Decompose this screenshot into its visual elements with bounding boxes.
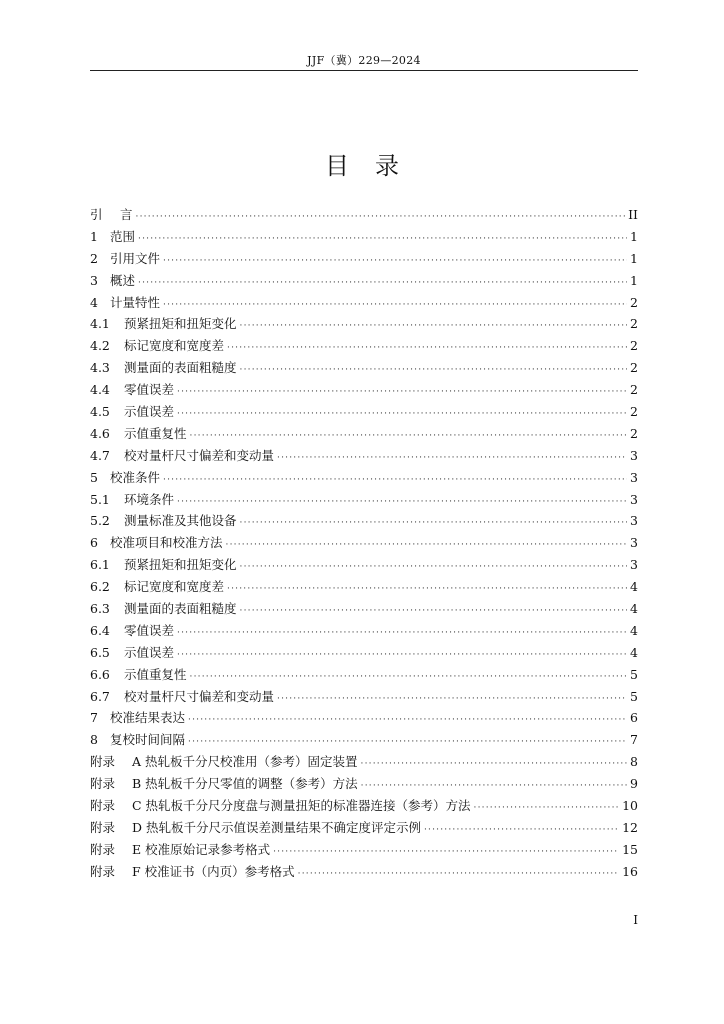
toc-dot-leader — [163, 256, 627, 266]
toc-entry-label: 校准条件 — [110, 469, 161, 485]
toc-entry[interactable] — [90, 752, 638, 774]
toc-entry-page: 2 — [630, 382, 638, 398]
toc-entry-number: 附录 — [90, 754, 116, 770]
toc-entry-label: A 热轧板千分尺校准用（参考）固定装置 — [132, 754, 358, 770]
toc-entry-number: 4.7 — [90, 447, 110, 463]
toc-dot-leader — [227, 584, 627, 594]
toc-entry-page: 9 — [630, 776, 638, 792]
toc-entry[interactable] — [90, 577, 638, 599]
toc-dot-leader — [188, 737, 627, 747]
toc-dot-leader — [240, 562, 628, 572]
toc-entry-number: 4.6 — [90, 425, 110, 441]
toc-entry-page: 2 — [630, 294, 638, 310]
toc-entry[interactable] — [90, 533, 638, 555]
header-divider — [90, 70, 638, 71]
toc-entry-page: 8 — [630, 754, 638, 770]
toc-entry-page: 7 — [630, 732, 638, 748]
toc-entry[interactable] — [90, 314, 638, 336]
toc-dot-leader — [138, 234, 627, 244]
toc-entry-page: 4 — [630, 622, 638, 638]
toc-dot-leader — [136, 212, 626, 222]
toc-entry[interactable] — [90, 511, 638, 533]
toc-entry-number: 引 — [90, 207, 103, 222]
toc-entry[interactable] — [90, 708, 638, 730]
toc-entry-label: 计量特性 — [110, 294, 161, 310]
toc-entry-label: 示值误差 — [124, 644, 175, 660]
toc-entry-label: 复校时间间隔 — [110, 732, 186, 748]
toc-entry-number: 6.4 — [90, 622, 110, 638]
toc-entry-number: 6 — [90, 535, 98, 551]
toc-entry[interactable] — [90, 774, 638, 796]
toc-entry-page: 4 — [630, 579, 638, 595]
toc-dot-leader — [190, 672, 628, 682]
toc-entry-page: 2 — [630, 404, 638, 420]
toc-entry[interactable] — [90, 336, 638, 358]
table-of-contents — [90, 205, 638, 884]
toc-entry[interactable] — [90, 555, 638, 577]
toc-entry-page: 4 — [630, 601, 638, 617]
toc-entry-page: 2 — [630, 360, 638, 376]
toc-entry[interactable] — [90, 446, 638, 468]
toc-entry-number: 4.1 — [90, 316, 110, 332]
toc-dot-leader — [227, 343, 627, 353]
toc-entry-page: 5 — [630, 688, 638, 704]
toc-dot-leader — [361, 759, 628, 769]
toc-entry-page: 3 — [630, 557, 638, 573]
toc-dot-leader — [177, 497, 627, 507]
toc-entry-number: 附录 — [90, 798, 116, 814]
toc-entry-number: 4 — [90, 294, 98, 310]
toc-entry-label: 测量面的表面粗糙度 — [124, 360, 237, 376]
toc-entry[interactable] — [90, 862, 638, 884]
toc-entry-label: 示值重复性 — [124, 666, 187, 682]
toc-entry-number: 4.3 — [90, 360, 110, 376]
toc-entry[interactable] — [90, 490, 638, 512]
toc-entry-number: 附录 — [90, 776, 116, 792]
toc-entry-page: 6 — [630, 710, 638, 726]
toc-entry-label: 概述 — [110, 272, 136, 288]
toc-entry-number: 6.3 — [90, 601, 110, 617]
toc-entry[interactable] — [90, 380, 638, 402]
toc-dot-leader — [177, 387, 627, 397]
toc-entry-page: 10 — [622, 798, 638, 814]
toc-entry-number: 5.2 — [90, 513, 110, 529]
toc-entry-number: 5.1 — [90, 491, 110, 507]
toc-dot-leader — [177, 628, 627, 638]
toc-entry-label: 示值重复性 — [124, 425, 187, 441]
toc-entry-number: 6.5 — [90, 644, 110, 660]
toc-entry[interactable] — [90, 621, 638, 643]
toc-entry[interactable] — [90, 468, 638, 490]
toc-entry-label: C 热轧板千分尺分度盘与测量扭矩的标准器连接（参考）方法 — [132, 798, 471, 814]
toc-entry-page: 16 — [622, 863, 638, 879]
toc-entry[interactable] — [90, 424, 638, 446]
toc-entry-page: 3 — [630, 491, 638, 507]
toc-entry-page: 4 — [630, 644, 638, 660]
toc-dot-leader — [240, 365, 628, 375]
toc-entry-number: 5 — [90, 469, 98, 485]
toc-dot-leader — [474, 803, 620, 813]
toc-entry-label: 标记宽度和宽度差 — [124, 338, 225, 354]
toc-entry[interactable] — [90, 227, 638, 249]
toc-entry-label: 引用文件 — [110, 250, 161, 266]
toc-entry-label: 校对量杆尺寸偏差和变动量 — [124, 447, 275, 463]
toc-entry-page: 3 — [630, 469, 638, 485]
toc-entry-label: 环境条件 — [124, 491, 175, 507]
toc-dot-leader — [298, 869, 619, 879]
toc-entry[interactable] — [90, 271, 638, 293]
toc-dot-leader — [190, 431, 628, 441]
toc-entry-number: 4.2 — [90, 338, 110, 354]
toc-entry-page: 12 — [622, 819, 638, 835]
document-header: JJF（冀）229—2024 — [307, 54, 421, 67]
toc-entry-number: 3 — [90, 272, 98, 288]
toc-entry-label: 言 — [120, 207, 133, 222]
toc-dot-leader — [163, 475, 627, 485]
toc-entry-page: 15 — [622, 841, 638, 857]
toc-entry-label: F 校准证书（内页）参考格式 — [132, 863, 295, 879]
toc-entry-number: 7 — [90, 710, 98, 726]
toc-dot-leader — [240, 518, 628, 528]
toc-entry-number: 6.1 — [90, 557, 110, 573]
toc-entry[interactable] — [90, 293, 638, 315]
toc-entry-label: 校准结果表达 — [110, 710, 186, 726]
toc-dot-leader — [277, 453, 627, 463]
toc-entry-label: 校对量杆尺寸偏差和变动量 — [124, 688, 275, 704]
toc-entry[interactable] — [90, 730, 638, 752]
toc-dot-leader — [273, 847, 619, 857]
toc-entry[interactable] — [90, 818, 638, 840]
toc-entry-label: 校准项目和校准方法 — [110, 535, 223, 551]
toc-entry[interactable] — [90, 249, 638, 271]
toc-dot-leader — [177, 409, 627, 419]
toc-entry-label: 示值误差 — [124, 404, 175, 420]
toc-dot-leader — [226, 540, 628, 550]
toc-entry-number: 附录 — [90, 863, 116, 879]
toc-entry-number: 6.2 — [90, 579, 110, 595]
toc-entry[interactable] — [90, 402, 638, 424]
toc-entry-label: 预紧扭矩和扭矩变化 — [124, 557, 237, 573]
toc-entry[interactable] — [90, 687, 638, 709]
toc-entry-number: 附录 — [90, 819, 116, 835]
toc-dot-leader — [240, 321, 628, 331]
page-title: 目录 — [325, 152, 425, 180]
toc-entry-number: 附录 — [90, 841, 116, 857]
toc-entry-number: 4.4 — [90, 382, 110, 398]
toc-entry-page: 3 — [630, 447, 638, 463]
toc-entry[interactable] — [90, 358, 638, 380]
toc-entry[interactable] — [90, 796, 638, 818]
page-number: I — [633, 913, 638, 927]
toc-dot-leader — [163, 300, 627, 310]
toc-entry-page: II — [628, 207, 638, 222]
toc-entry-page: 2 — [630, 316, 638, 332]
toc-entry-page: 2 — [630, 338, 638, 354]
toc-entry-number: 1 — [90, 228, 98, 244]
toc-entry-number: 6.7 — [90, 688, 110, 704]
toc-dot-leader — [240, 606, 628, 616]
toc-entry-page: 3 — [630, 513, 638, 529]
toc-entry-page: 3 — [630, 535, 638, 551]
toc-entry-number: 8 — [90, 732, 98, 748]
toc-entry-page: 5 — [630, 666, 638, 682]
toc-dot-leader — [188, 715, 627, 725]
toc-dot-leader — [424, 825, 619, 835]
toc-entry-label: 标记宽度和宽度差 — [124, 579, 225, 595]
toc-entry[interactable] — [90, 840, 638, 862]
toc-dot-leader — [361, 781, 627, 791]
toc-entry-label: 测量面的表面粗糙度 — [124, 601, 237, 617]
toc-dot-leader — [177, 650, 627, 660]
toc-entry-label: D 热轧板千分尺示值误差测量结果不确定度评定示例 — [132, 819, 421, 835]
toc-entry[interactable] — [90, 205, 638, 227]
toc-entry-label: 零值误差 — [124, 382, 175, 398]
toc-entry-page: 1 — [630, 228, 638, 244]
toc-entry-label: 预紧扭矩和扭矩变化 — [124, 316, 237, 332]
toc-dot-leader — [277, 694, 627, 704]
toc-entry-number: 4.5 — [90, 404, 110, 420]
toc-entry-page: 2 — [630, 425, 638, 441]
toc-entry-number: 2 — [90, 250, 98, 266]
toc-entry-label: 测量标准及其他设备 — [124, 513, 237, 529]
toc-dot-leader — [138, 278, 627, 288]
toc-entry-label: 零值误差 — [124, 622, 175, 638]
toc-entry-label: E 校准原始记录参考格式 — [132, 841, 271, 857]
toc-entry-number: 6.6 — [90, 666, 110, 682]
toc-entry[interactable] — [90, 599, 638, 621]
toc-entry-label: 范围 — [110, 228, 136, 244]
toc-entry-label: B 热轧板千分尺零值的调整（参考）方法 — [132, 776, 358, 792]
toc-entry-page: 1 — [630, 272, 638, 288]
toc-entry-page: 1 — [630, 250, 638, 266]
toc-entry[interactable] — [90, 643, 638, 665]
toc-entry[interactable] — [90, 665, 638, 687]
